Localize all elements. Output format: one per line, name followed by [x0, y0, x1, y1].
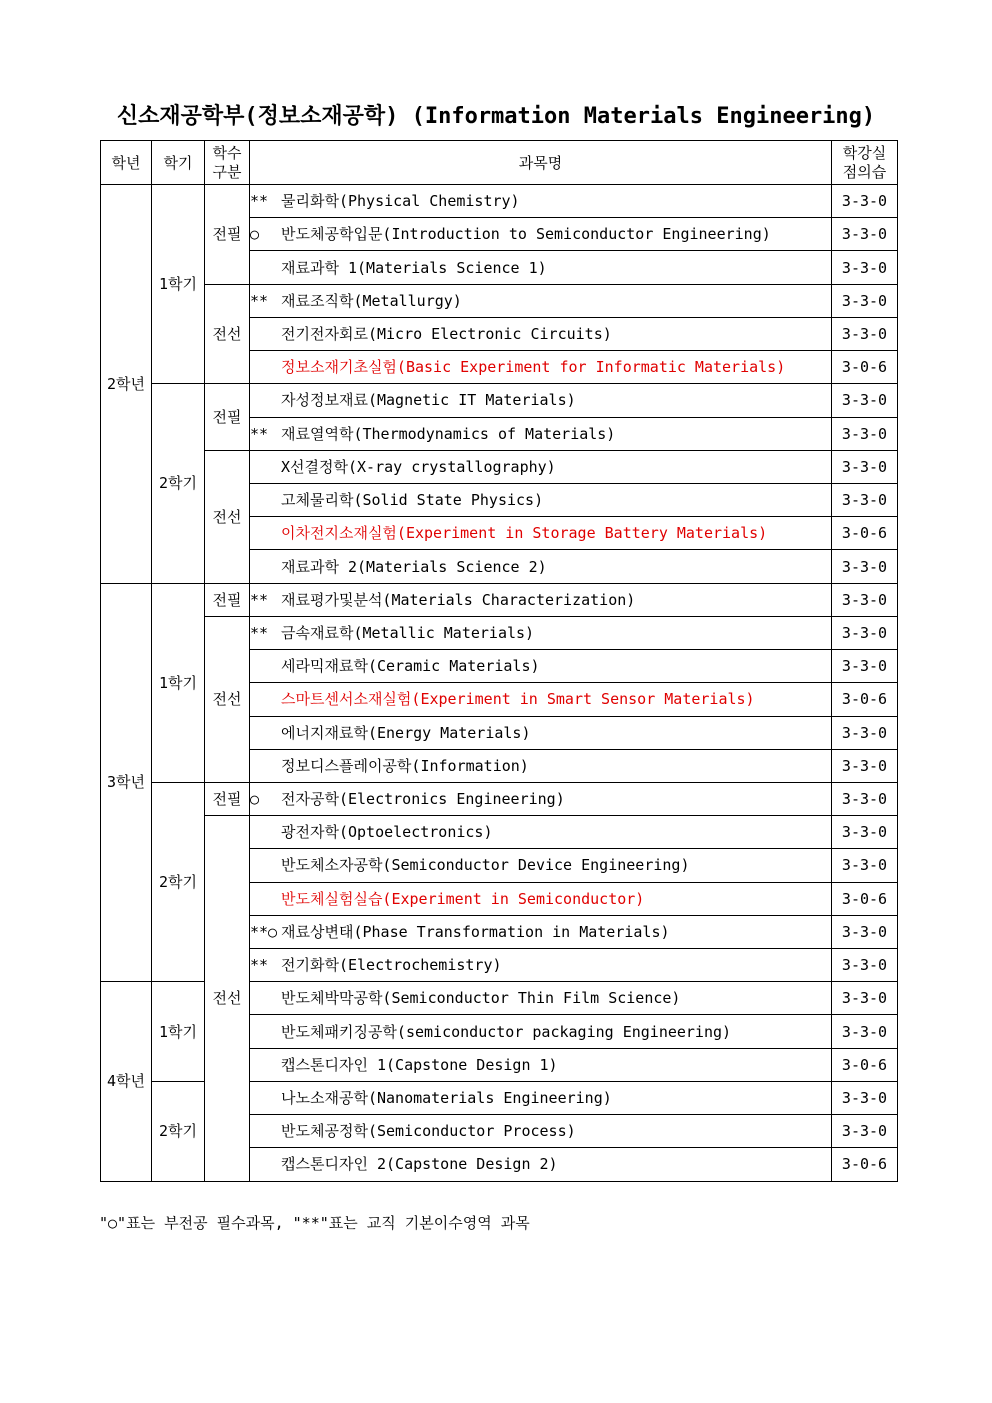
header-semester [152, 141, 205, 185]
credit-cell: 3-3-0 [832, 915, 898, 948]
credit-cell: 3-0-6 [832, 517, 898, 550]
course-name: 물리화학(Physical Chemistry) [281, 192, 520, 211]
credit-cell: 3-0-6 [832, 683, 898, 716]
credit-cell: 3-3-0 [832, 816, 898, 849]
course-cell [250, 218, 832, 251]
credit-cell: 3-3-0 [832, 782, 898, 815]
course-cell [250, 483, 832, 516]
type-cell: 전필 [205, 782, 250, 815]
course-row [101, 384, 898, 417]
course-name: 재료과학 1(Materials Science 1) [281, 258, 547, 277]
course-cell [250, 683, 832, 716]
course-cell [250, 317, 832, 350]
course-name: 반도체패키징공학(semiconductor packaging Engineering) [281, 1022, 732, 1041]
course-name: 재료조직학(Metallurgy) [281, 291, 462, 310]
type-cell: 전선 [205, 284, 250, 384]
course-cell [250, 782, 832, 815]
year-cell: 4학년 [101, 982, 152, 1181]
course-cell [250, 1048, 832, 1081]
credit-cell: 3-3-0 [832, 849, 898, 882]
course-marker: ** [250, 192, 269, 211]
course-cell [250, 616, 832, 649]
curriculum-table-body [101, 185, 898, 1182]
course-cell [250, 517, 832, 550]
semester-cell: 1학기 [152, 583, 205, 782]
course-cell [250, 251, 832, 284]
header-year [101, 141, 152, 185]
header-course-type-line1: 학수 [212, 143, 242, 162]
curriculum-table-header [101, 141, 898, 185]
course-name: 금속재료학(Metallic Materials) [281, 623, 535, 642]
course-name: 반도체박막공학(Semiconductor Thin Film Science) [281, 989, 681, 1008]
course-row [101, 616, 898, 649]
header-semester-label: 학기 [163, 153, 193, 172]
credit-cell: 3-3-0 [832, 650, 898, 683]
course-cell [250, 982, 832, 1015]
credit-cell: 3-3-0 [832, 583, 898, 616]
course-marker: ** [250, 623, 269, 642]
course-row [101, 583, 898, 616]
course-marker: ○ [250, 790, 260, 809]
course-name: 광전자학(Optoelectronics) [281, 823, 493, 842]
legend-footnote: "○"표는 부전공 필수과목, "**"표는 교직 기본이수영역 과목 [99, 1214, 530, 1232]
course-name: 고체물리학(Solid State Physics) [281, 491, 544, 510]
course-name: 전기화학(Electrochemistry) [281, 956, 502, 975]
course-cell [250, 1148, 832, 1181]
semester-cell: 2학기 [152, 384, 205, 583]
credit-cell: 3-3-0 [832, 949, 898, 982]
year-cell: 3학년 [101, 583, 152, 982]
course-row [101, 284, 898, 317]
credit-cell: 3-3-0 [832, 417, 898, 450]
type-cell: 전선 [205, 450, 250, 583]
course-cell [250, 384, 832, 417]
course-cell [250, 450, 832, 483]
course-cell [250, 716, 832, 749]
semester-cell: 1학기 [152, 185, 205, 384]
course-marker: ** [250, 956, 269, 975]
credit-cell: 3-0-6 [832, 882, 898, 915]
year-cell: 2학년 [101, 185, 152, 584]
course-name: 재료평가및분석(Materials Characterization) [281, 590, 636, 609]
header-year-label: 학년 [111, 153, 141, 172]
type-cell: 전필 [205, 185, 250, 285]
course-name: 캡스톤디자인 2(Capstone Design 2) [281, 1155, 558, 1174]
credit-cell: 3-0-6 [832, 1048, 898, 1081]
course-cell [250, 417, 832, 450]
course-name: 전자공학(Electronics Engineering) [281, 790, 565, 809]
credit-cell: 3-3-0 [832, 251, 898, 284]
curriculum-table [100, 140, 898, 1182]
course-marker: ○ [250, 225, 260, 244]
header-course-name [250, 141, 832, 185]
course-row [101, 185, 898, 218]
course-cell [250, 1015, 832, 1048]
course-name: 반도체공정학(Semiconductor Process) [281, 1122, 576, 1141]
course-name: 세라믹재료학(Ceramic Materials) [281, 657, 540, 676]
course-cell [250, 849, 832, 882]
credit-cell: 3-3-0 [832, 450, 898, 483]
page-title: 신소재공학부(정보소재공학) (Information Materials Engineering) [116, 104, 876, 129]
course-cell [250, 351, 832, 384]
header-credits-line2: 점의습 [842, 162, 887, 181]
semester-cell: 2학기 [152, 1081, 205, 1181]
type-cell: 전필 [205, 583, 250, 616]
credit-cell: 3-0-6 [832, 351, 898, 384]
credit-cell: 3-3-0 [832, 616, 898, 649]
credit-cell: 3-3-0 [832, 716, 898, 749]
course-cell [250, 816, 832, 849]
header-course-name-label: 과목명 [518, 153, 563, 172]
course-cell [250, 284, 832, 317]
course-name: 전기전자회로(Micro Electronic Circuits) [281, 324, 612, 343]
course-name: 이차전지소재실험(Experiment in Storage Battery Materials) [281, 524, 768, 543]
credit-cell: 3-3-0 [832, 1081, 898, 1114]
course-cell [250, 949, 832, 982]
course-name: 재료열역학(Thermodynamics of Materials) [281, 424, 616, 443]
course-name: 에너지재료학(Energy Materials) [281, 723, 531, 742]
credit-cell: 3-3-0 [832, 384, 898, 417]
course-name: 스마트센서소재실험(Experiment in Smart Sensor Materials) [281, 690, 755, 709]
credit-cell: 3-3-0 [832, 1015, 898, 1048]
semester-cell: 1학기 [152, 982, 205, 1082]
course-name: 반도체공학입문(Introduction to Semiconductor Engineering) [281, 225, 771, 244]
credit-cell: 3-3-0 [832, 317, 898, 350]
course-row [101, 450, 898, 483]
semester-cell: 2학기 [152, 782, 205, 981]
course-cell [250, 882, 832, 915]
course-marker: ** [250, 590, 269, 609]
type-cell: 전선 [205, 616, 250, 782]
course-cell [250, 185, 832, 218]
course-cell [250, 1115, 832, 1148]
course-cell [250, 650, 832, 683]
course-name: 재료상변태(Phase Transformation in Materials) [281, 922, 670, 941]
credit-cell: 3-3-0 [832, 218, 898, 251]
course-name: 재료과학 2(Materials Science 2) [281, 557, 547, 576]
credit-cell: 3-3-0 [832, 982, 898, 1015]
header-credits [832, 141, 898, 185]
course-name: 자성정보재료(Magnetic IT Materials) [281, 391, 576, 410]
course-cell [250, 1081, 832, 1114]
type-cell: 전선 [205, 816, 250, 1181]
course-marker: **○ [250, 922, 278, 941]
header-course-type [205, 141, 250, 185]
course-marker: ** [250, 424, 269, 443]
header-credits-line1: 학강실 [842, 143, 887, 162]
credit-cell: 3-3-0 [832, 550, 898, 583]
course-cell [250, 550, 832, 583]
credit-cell: 3-3-0 [832, 483, 898, 516]
course-name: 캡스톤디자인 1(Capstone Design 1) [281, 1055, 558, 1074]
course-name: 반도체소자공학(Semiconductor Device Engineering) [281, 856, 690, 875]
course-cell [250, 915, 832, 948]
course-name: 반도체실험실습(Experiment in Semiconductor) [281, 889, 645, 908]
course-row [101, 816, 898, 849]
credit-cell: 3-3-0 [832, 1115, 898, 1148]
course-name: 정보디스플레이공학(Information) [281, 756, 529, 775]
course-name: 나노소재공학(Nanomaterials Engineering) [281, 1089, 612, 1108]
credit-cell: 3-3-0 [832, 284, 898, 317]
type-cell: 전필 [205, 384, 250, 450]
course-row [101, 782, 898, 815]
header-course-type-line2: 구분 [212, 162, 242, 181]
course-name: 정보소재기초실험(Basic Experiment for Informatic Materials) [281, 358, 786, 377]
course-name: X선결정학(X-ray crystallography) [281, 457, 556, 476]
course-cell [250, 749, 832, 782]
header-row [101, 141, 898, 185]
credit-cell: 3-0-6 [832, 1148, 898, 1181]
course-cell [250, 583, 832, 616]
credit-cell: 3-3-0 [832, 185, 898, 218]
course-marker: ** [250, 291, 269, 310]
credit-cell: 3-3-0 [832, 749, 898, 782]
